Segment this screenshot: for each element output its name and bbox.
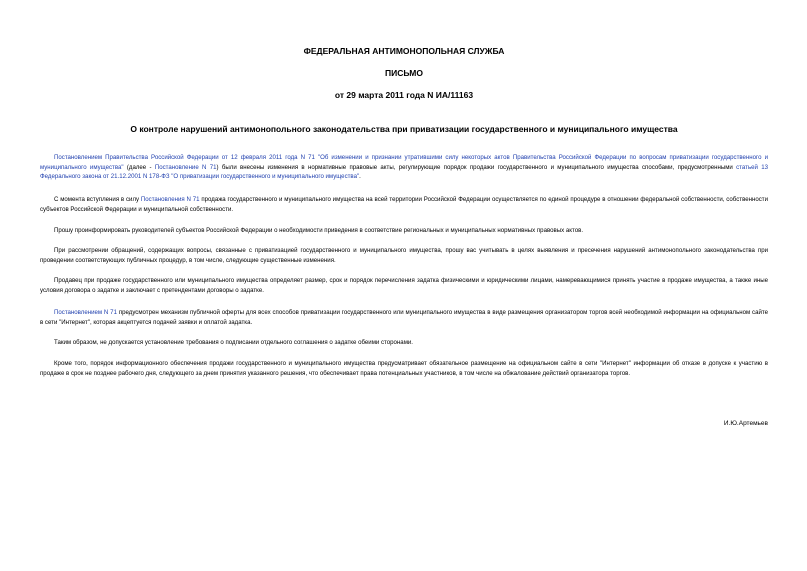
- agency-name: ФЕДЕРАЛЬНАЯ АНТИМОНОПОЛЬНАЯ СЛУЖБА: [303, 46, 505, 56]
- paragraph-text: .: [359, 173, 361, 181]
- link-decree-71[interactable]: Постановление N 71: [154, 163, 217, 171]
- link-government-decree-71[interactable]: Постановлением Правительства Российской Федерации от 12 февраля 2011 года N 71 "Об изменении и признании утратившими силу некоторых актов Правительства Российской Федерации по вопросам приватизации государственного и муниципального имущества": [40, 154, 768, 171]
- paragraph-text: продажа государственного и муниципального имущества на всей территории Российской Федерации осуществляется по единой процедуре в отношении федеральной собственности, собственности субъектов Российской Федерации и муниципальной собственности.: [40, 196, 768, 213]
- document-date-number: от 29 марта 2011 года N ИА/11163: [334, 90, 474, 100]
- document-title: О контроле нарушений антимонопольного законодательства при приватизации государственного и муниципального имущества: [130, 124, 678, 134]
- document-page: [40, 0, 768, 571]
- paragraph-5: Продавец при продаже государственного или муниципального имущества определяет размер, срок и порядок перечисления задатка физическими и юридическими лицами, намеревающимися принять участие в продаже имущества, а также иные условия договора о задатке и заключает с претендентами договоры о задатке.: [40, 277, 768, 294]
- document-type: ПИСЬМО: [385, 68, 423, 78]
- paragraph-7: Таким образом, не допускается установление требования о подписании отдельного соглашения о задатке обеими сторонами.: [54, 339, 413, 346]
- paragraph-8: Кроме того, порядок информационного обеспечения продажи государственного и муниципального имущества предусматривает обязательное размещение на официальном сайте в сети "Интернет" информации об отказе в допуске к участию в продаже в срок не позднее рабочего дня, следующего за днем принятия указанного решения, что обеспечивает права потенциальных участников, в том числе на обжалование действий организатора торгов.: [40, 360, 768, 377]
- link-decree-71[interactable]: Постановлением N 71: [54, 309, 117, 316]
- signature: И.Ю.Артемьев: [723, 420, 768, 427]
- link-federal-law-article-13[interactable]: статьей 13 Федерального закона от 21.12.2001 N 178-ФЗ "О приватизации государственного и муниципального имущества": [40, 163, 769, 181]
- paragraph-text: (далее -: [123, 163, 155, 171]
- paragraph-4: При рассмотрении обращений, содержащих вопросы, связанные с приватизацией государственного и муниципального имущества, прошу вас учитывать в целях выявления и пресечения нарушений антимонопольного законодательства при проведении соответствующих публичных процедур, в том числе, следующие существенные изменения.: [40, 247, 768, 264]
- paragraph-text: ) были внесены изменения в нормативные правовые акты, регулирующие порядок продажи государственного и муниципального имущества способами, предусмотренными: [216, 163, 737, 171]
- paragraph-3: Прошу проинформировать руководителей субъектов Российской Федерации о необходимости приведения в соответствие региональных и муниципальных нормативных правовых актов.: [54, 227, 584, 234]
- paragraph-text: С момента вступления в силу: [54, 196, 141, 203]
- link-decree-71[interactable]: Постановления N 71: [140, 196, 200, 203]
- paragraph-6: [40, 308, 768, 327]
- paragraph-text: предусмотрен механизм публичной оферты для всех способов приватизации государственного или муниципального имущества в виде размещения организатором торгов всей необходимой информации на официальном сайте в сети "Интернет", которая акцептуется подачей заявки и оплатой задатка.: [40, 309, 768, 326]
- paragraph-2: [40, 195, 768, 214]
- paragraph-1: [40, 153, 768, 182]
